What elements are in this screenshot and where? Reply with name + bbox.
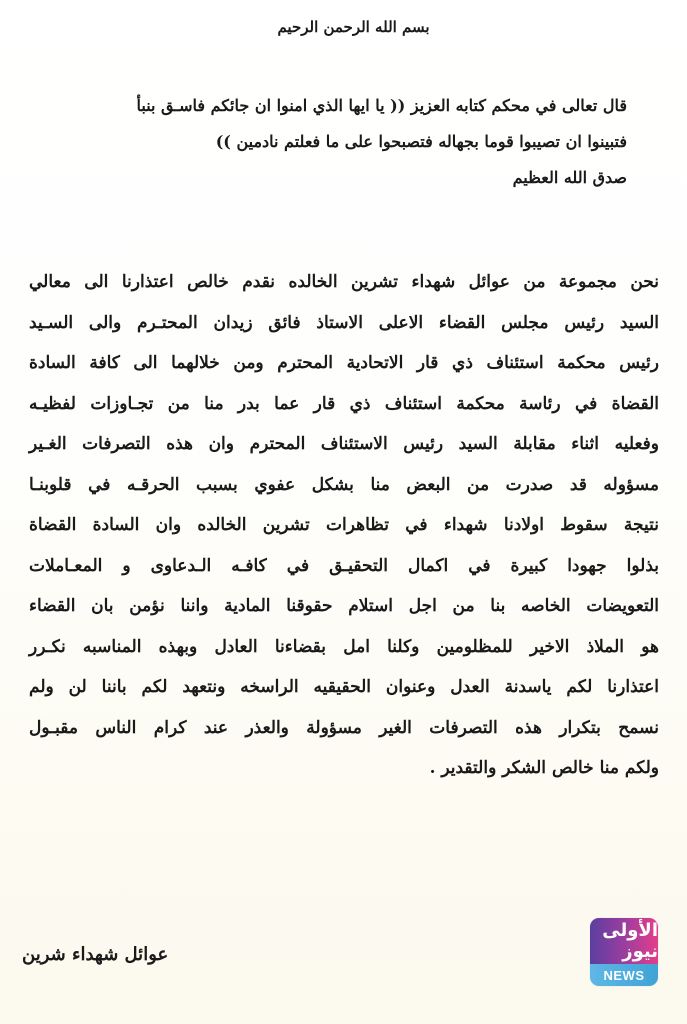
body-line-closing: ولكم منا خالص الشكر والتقدير . (429, 758, 659, 778)
body-line: رئيس محكمة استئناف ذي قار الاتحادية المحترم ومن خلالهما الى كافة السادة (29, 353, 659, 373)
quote-closing: صدق الله العظيم (512, 168, 627, 187)
quote-line: فتبينوا ان تصيبوا قوما بجهاله فتصبحوا على ما فعلتم نادمين )) (215, 132, 627, 151)
logo-arabic-wordmark: الأولى نيوز (590, 918, 658, 964)
body-line: هو الملاذ الاخير للمظلومين وكلنا امل بقضاءنا العادل وبهذه المناسبه نكـرر (29, 636, 659, 657)
logo-news-label: NEWS (590, 964, 658, 986)
body-line: التعويضات الخاصه بنا من اجل استلام حقوقنا المادية واننا نؤمن بان القضاء (29, 596, 659, 616)
body-line: اعتذارنا لكم ياسدنة العدل وعنوان الحقيقيه الراسخه ونتعهد لكم باننا لن ولم (29, 677, 659, 697)
quran-quote (57, 88, 627, 196)
body-line: نتيجة سقوط اولادنا شهداء في تظاهرات تشرين الخالده وان السادة القضاة (29, 515, 659, 535)
body-line: نحن مجموعة من عوائل شهداء تشرين الخالده نقدم خالص اعتذارنا الى معالي (29, 272, 659, 292)
body-line: نسمح بتكرار هذه التصرفات الغير مسؤولة والعذر عند كرام الناس مقبـول (29, 717, 659, 738)
quote-line: قال تعالى في محكم كتابه العزيز (( يا ايها الذي امنوا ان جائكم فاسـق بنبأ (136, 96, 627, 115)
apology-letter-body (29, 262, 659, 789)
body-line: القضاة في رئاسة محكمة استئناف ذي قار عما بدر منا من تجـاوزات لفظيـه (29, 393, 659, 414)
body-line: بذلوا جهودا كبيرة في اكمال التحقيـق في كافـه الـدعاوى و المعـاملات (29, 555, 659, 576)
body-line: وفعليه اثناء مقابلة السيد رئيس الاستئناف المحترم وان هذه التصرفات الغـير (29, 434, 659, 454)
news-logo-watermark (590, 918, 658, 986)
signature: عوائل شهداء شرين (22, 944, 169, 965)
body-line: مسؤوله قد صدرت من البعض منا بشكل عفوي بسبب الحرقـه في قلوبنـا (29, 474, 659, 495)
body-line: السيد رئيس مجلس القضاء الاعلى الاستاذ فائق زيدان المحتـرم والى السـيد (29, 312, 659, 333)
basmala-heading: بسم الله الرحمن الرحيم (277, 18, 430, 36)
